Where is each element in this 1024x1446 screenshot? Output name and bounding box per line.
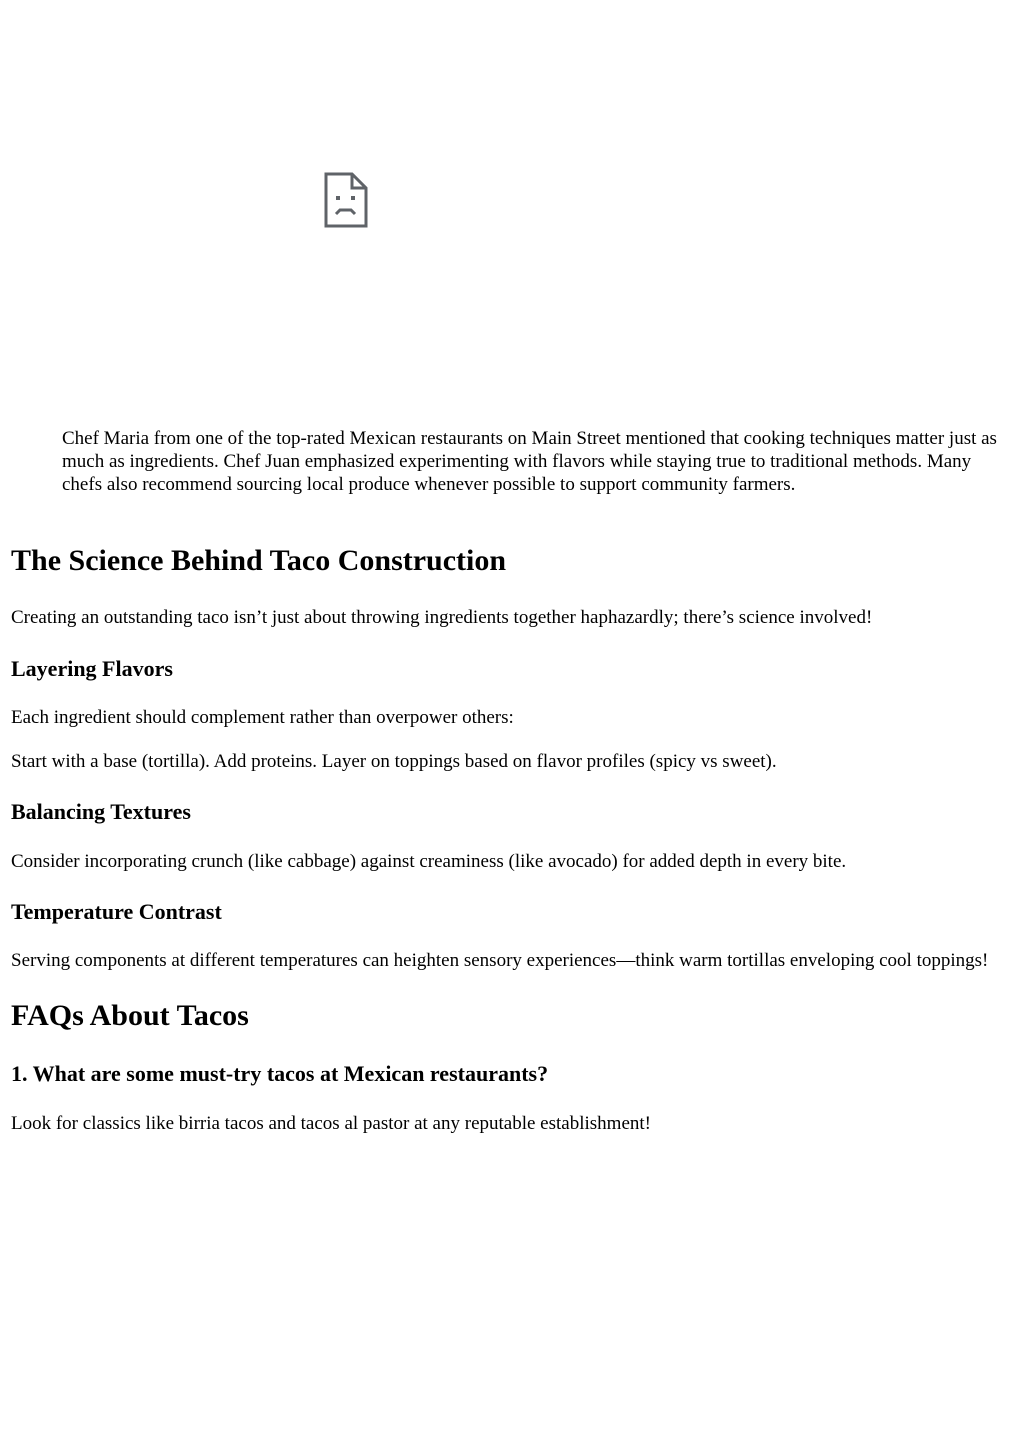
temperature-paragraph: Serving components at different temperatures can heighten sensory experiences—think warm tortillas enveloping cool toppings!: [11, 950, 989, 971]
faq-question-1: 1. What are some must-try tacos at Mexican restaurants?: [11, 1061, 549, 1086]
broken-image-icon: [324, 172, 368, 228]
layering-heading: Layering Flavors: [11, 656, 173, 681]
textures-heading: Balancing Textures: [11, 799, 191, 824]
layering-paragraph-2: Start with a base (tortilla). Add proteins. Layer on toppings based on flavor profiles (spicy vs sweet).: [11, 751, 777, 772]
faq-heading: FAQs About Tacos: [11, 999, 249, 1032]
temperature-heading: Temperature Contrast: [11, 899, 222, 924]
science-intro: Creating an outstanding taco isn’t just about throwing ingredients together haphazardly; there’s science involved!: [11, 607, 873, 628]
article-content: [11, 543, 1011, 1135]
layering-paragraph-1: Each ingredient should complement rather than overpower others:: [11, 707, 514, 728]
faq-answer-1: Look for classics like birria tacos and tacos al pastor at any reputable establishment!: [11, 1113, 651, 1134]
chef-quote-paragraph: Chef Maria from one of the top-rated Mexican restaurants on Main Street mentioned that cooking techniques matter just as much as ingredients. Chef Juan emphasized experimenting with flavors while staying true to traditional methods. Many chefs also recommend sourcing local produce whenever possible to support community farmers.: [62, 428, 997, 495]
textures-paragraph: Consider incorporating crunch (like cabbage) against creaminess (like avocado) for added depth in every bite.: [11, 851, 847, 872]
science-heading: The Science Behind Taco Construction: [11, 544, 507, 577]
